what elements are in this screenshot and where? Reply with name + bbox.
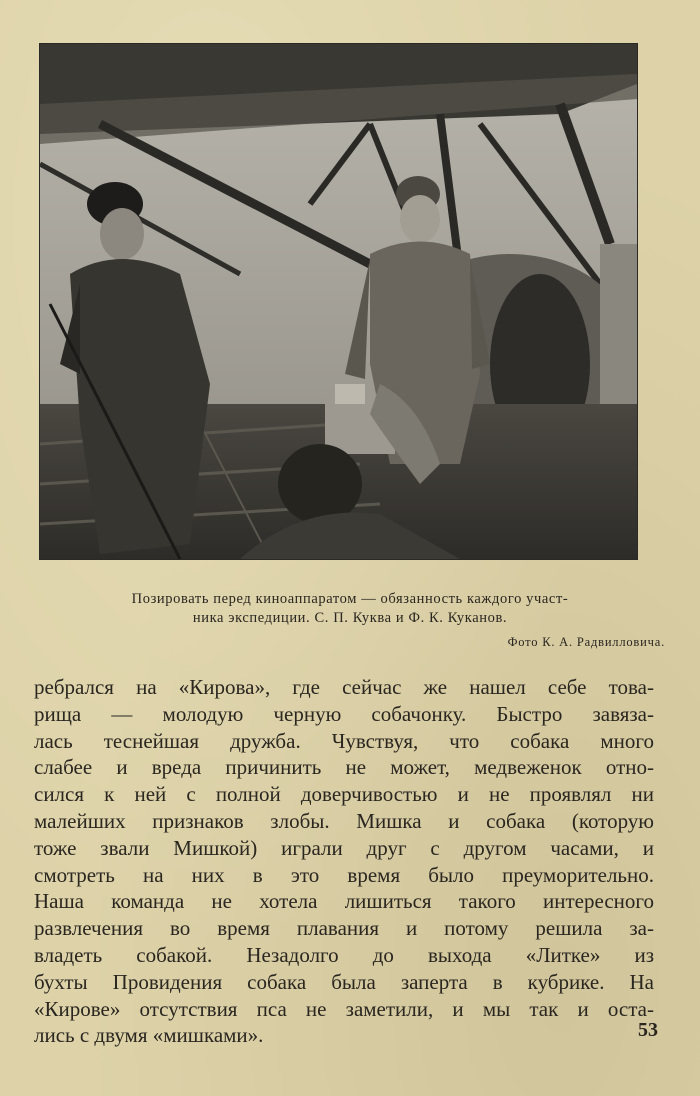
text-line: лась теснейшая дружба. Чувствуя, что собака много (34, 728, 654, 753)
text-line: малейших признаков злобы. Мишка и собака (которую (34, 808, 654, 833)
text-line: сился к ней с полной доверчивостью и не проявлял ни (34, 782, 654, 807)
text-line: слабее и вреда причинить не может, медвеженок отно- (34, 755, 654, 780)
text-line: лись с двумя «мишками». (34, 1023, 264, 1048)
page-number: 53 (638, 1019, 658, 1041)
text-line: ребрался на «Кирова», где сейчас же нашел себе това- (34, 675, 654, 699)
caption-line: Позировать перед киноаппаратом — обязанность каждого участ- (131, 591, 569, 607)
text-line: «Кирове» отсутствия пса не заметили, и мы так и оста- (34, 996, 654, 1021)
photo-illustration (40, 44, 637, 559)
photo-caption (40, 590, 660, 628)
body-text (34, 674, 654, 1049)
text-line: развлечения во время плавания и потому решила за- (34, 916, 654, 941)
text-line: владеть собакой. Незадолго до выхода «Литке» из (34, 942, 654, 967)
text-line: смотреть на них в это время было преуморительно. (34, 862, 654, 887)
caption-line: ника экспедиции. С. П. Куква и Ф. К. Куканов. (192, 610, 508, 626)
expedition-photo (39, 43, 638, 560)
text-line: бухты Провидения собака была заперта в кубрике. На (34, 969, 654, 994)
text-line: Наша команда не хотела лишиться такого интересного (34, 889, 654, 914)
photo-credit: Фото К. А. Радвилловича. (507, 635, 665, 649)
text-line: тоже звали Мишкой) играли друг с другом часами, и (34, 835, 654, 860)
text-line: рища — молодую черную собачонку. Быстро завяза- (34, 701, 654, 726)
